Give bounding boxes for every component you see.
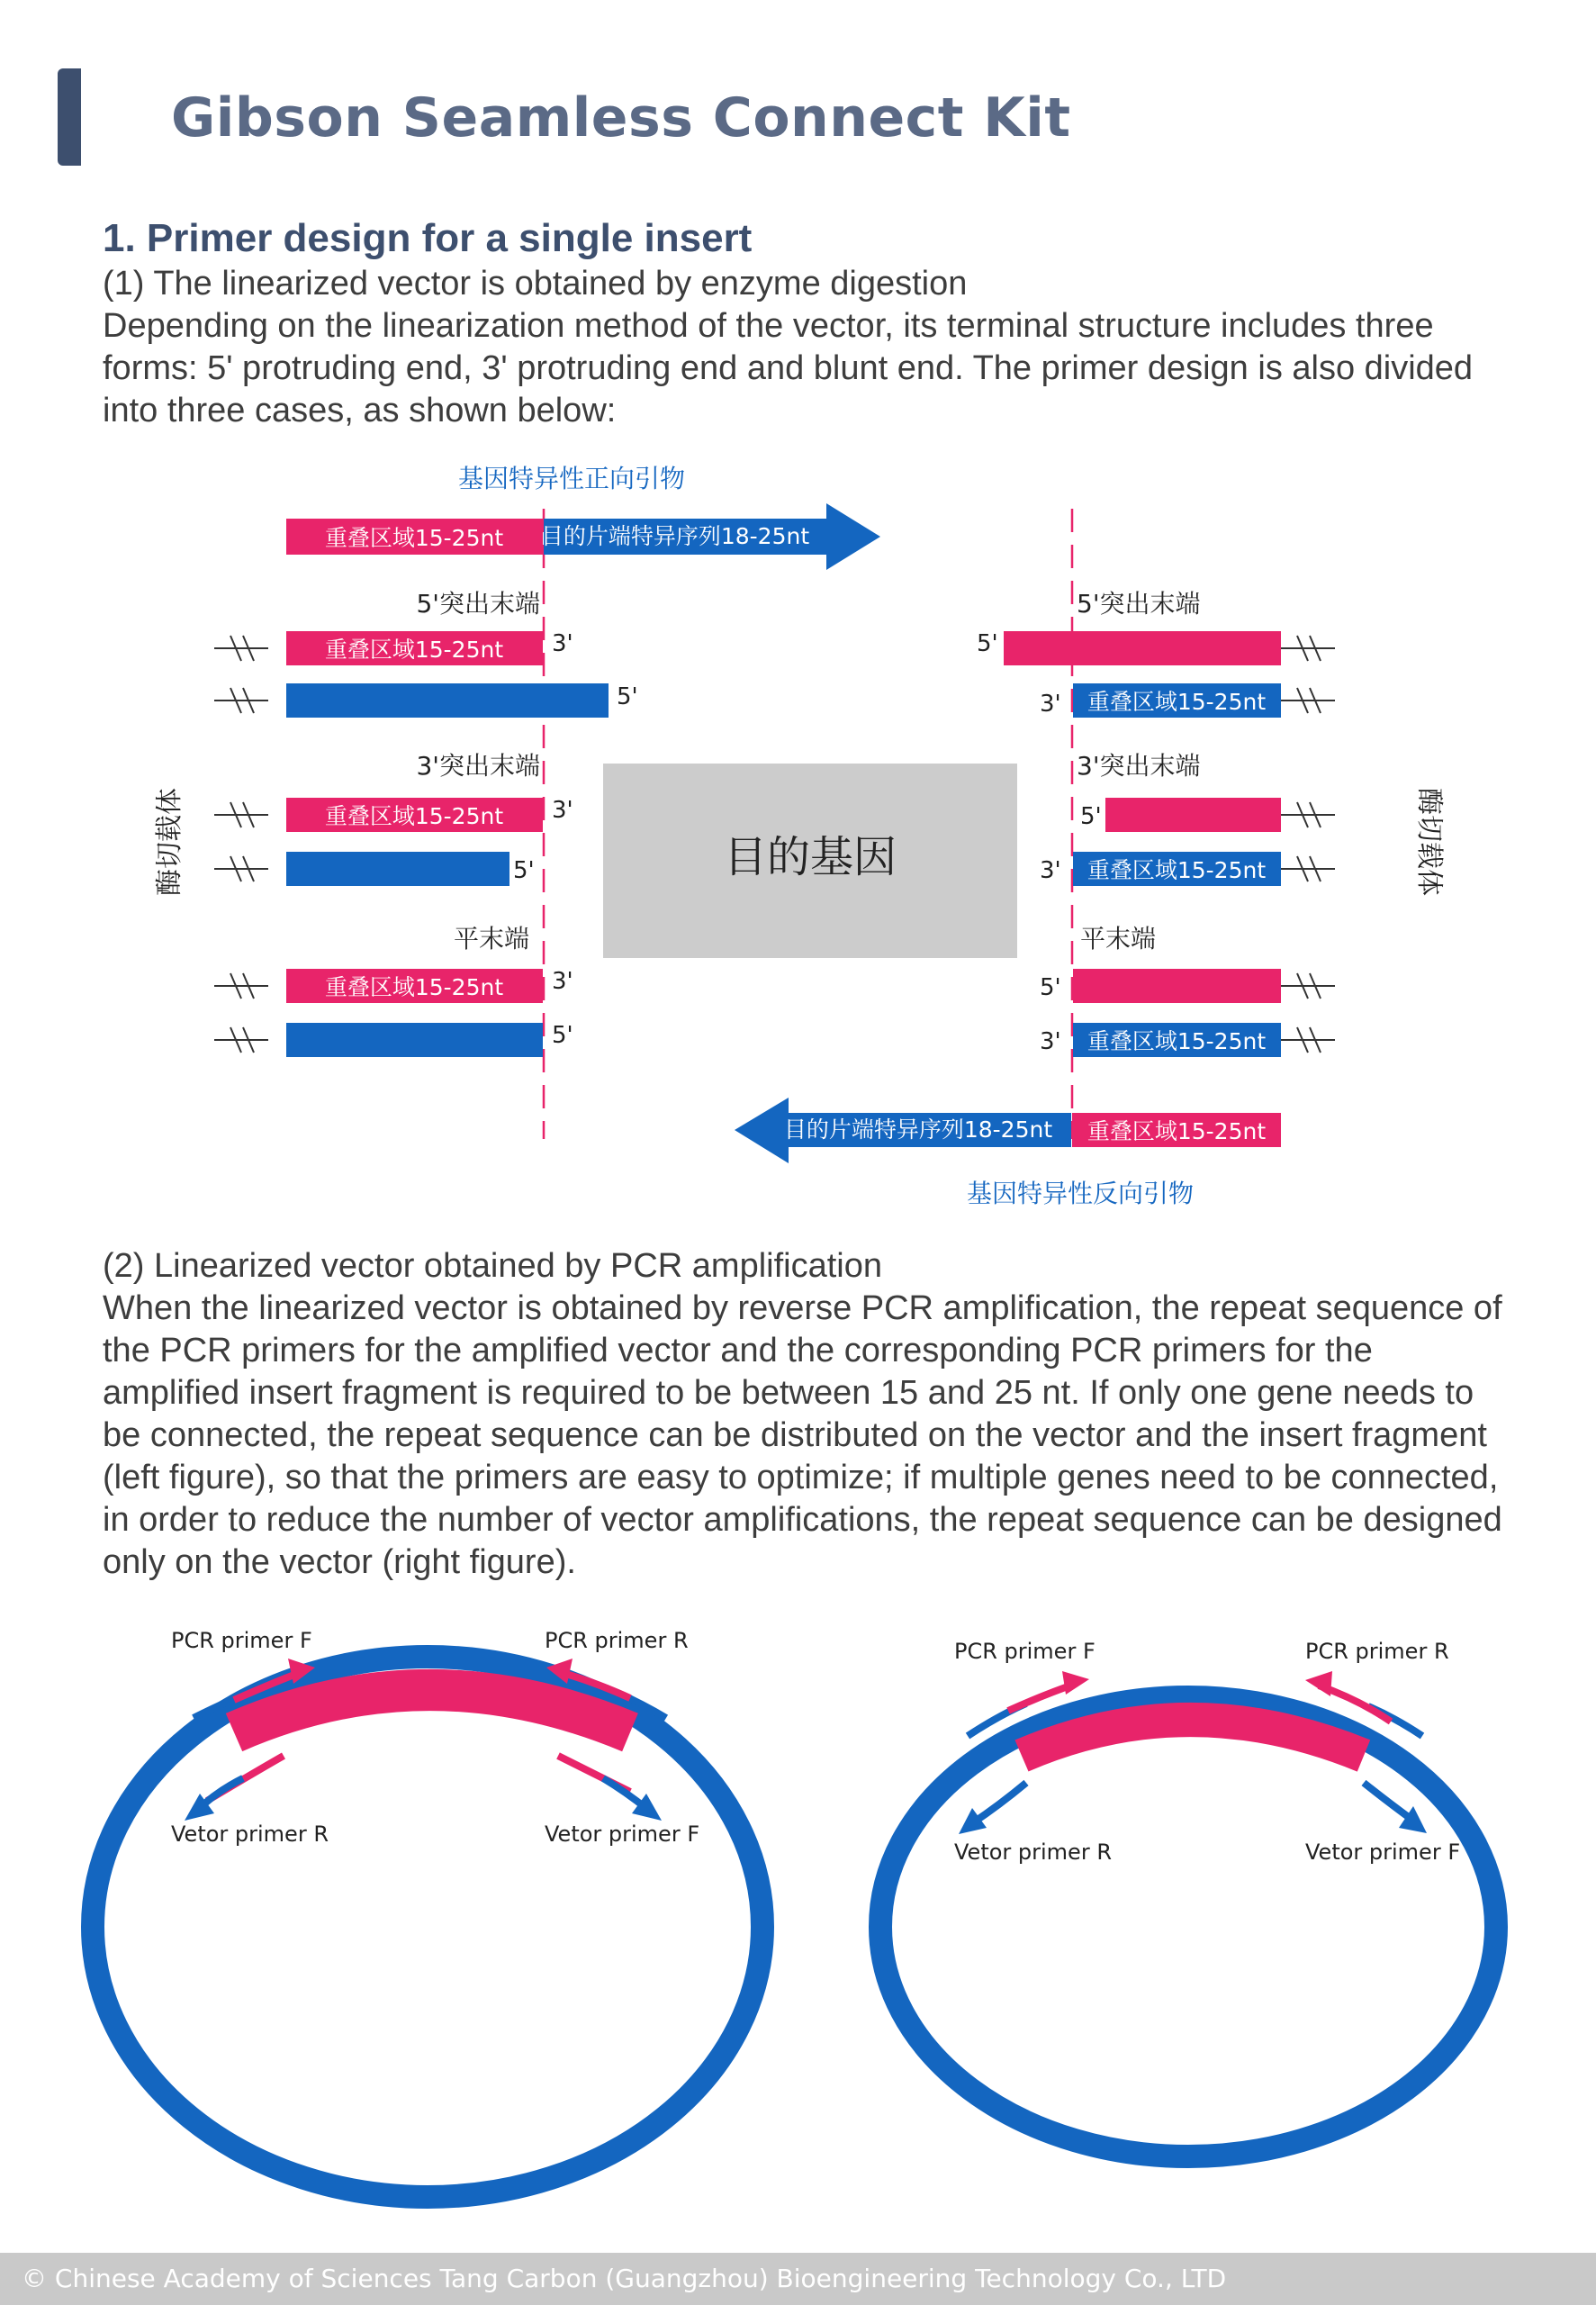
- forward-overlap-label: 重叠区域15-25nt: [324, 525, 504, 551]
- left-3p-overlap-label: 重叠区域15-25nt: [324, 803, 504, 829]
- right-pcr-primer-f-label: PCR primer F: [954, 1639, 1096, 1664]
- document-title: Gibson Seamless Connect Kit: [171, 86, 1071, 149]
- subheading-enzyme-digestion: (1) The linearized vector is obtained by enzyme digestion: [103, 265, 968, 303]
- right-5p-bottom-3-mark: 3': [1040, 691, 1061, 718]
- left-5p-top-3-mark: 3': [552, 630, 573, 657]
- left-pcr-primer-r-label: PCR primer R: [545, 1628, 689, 1653]
- page-footer: [0, 2253, 1596, 2305]
- right-blunt-overlap-label: 重叠区域15-25nt: [1087, 1028, 1267, 1054]
- copyright-text: © Chinese Academy of Sciences Tang Carbon (Guangzhou) Bioengineering Technology Co., LTD: [22, 2264, 1227, 2293]
- right-vector-primer-r-label: Vetor primer R: [954, 1839, 1112, 1865]
- right-insert-segment: [1022, 1720, 1364, 1756]
- subheading-pcr-amplification: (2) Linearized vector obtained by PCR amplification: [103, 1247, 882, 1285]
- right-vector-label: 酶切载体: [1413, 788, 1445, 896]
- left-blunt-top-3-mark: 3': [552, 968, 573, 995]
- right-vector-ring: [880, 1697, 1496, 2156]
- forward-specific-label: 目的片端特异序列18-25nt: [540, 523, 810, 549]
- section-1-pcr: [103, 1245, 1507, 1584]
- left-vector-label: 酶切载体: [154, 788, 185, 896]
- section-1-intro: [103, 214, 1507, 432]
- right-vector-r-line: [972, 1783, 1026, 1823]
- right-pcr-primer-r-label: PCR primer R: [1305, 1639, 1449, 1664]
- left-3p-top-3-mark: 3': [552, 797, 573, 824]
- left-3p-bottom-5-mark: 5': [513, 857, 535, 884]
- right-vector-primer-f-label: Vetor primer F: [1305, 1839, 1461, 1865]
- left-5prime-title: 5'突出末端: [416, 589, 540, 619]
- right-blunt-top-5-mark: 5': [1040, 974, 1061, 1001]
- reverse-specific-label: 目的片端特异序列18-25nt: [783, 1116, 1053, 1143]
- right-3p-top-5-mark: 5': [1080, 803, 1102, 830]
- right-5p-overlap-label: 重叠区域15-25nt: [1087, 689, 1267, 715]
- right-plasmid-diagram: [880, 1639, 1496, 2156]
- figure-pcr-amplification-primers: [72, 1621, 1530, 2224]
- right-pcr-f-arrowhead: [1062, 1671, 1089, 1695]
- right-pcr-r-arrowhead: [1305, 1671, 1332, 1696]
- left-vector-primer-r-label: Vetor primer R: [171, 1821, 329, 1847]
- left-vector-primer-f-label: Vetor primer F: [545, 1821, 700, 1847]
- right-blunt-title: 平末端: [1080, 924, 1157, 954]
- left-5p-overlap-label: 重叠区域15-25nt: [324, 637, 504, 663]
- reverse-primer-overlay: [153, 455, 1449, 1247]
- right-vector-r-arrowhead: [959, 1808, 987, 1834]
- left-5p-bottom-5-mark: 5': [617, 683, 638, 710]
- forward-primer-title: 基因特异性正向引物: [457, 464, 686, 493]
- right-5prime-title: 5'突出末端: [1077, 589, 1201, 619]
- left-blunt-bottom-5-mark: 5': [552, 1022, 573, 1049]
- right-3p-bottom-3-mark: 3': [1040, 857, 1061, 884]
- left-blunt-title: 平末端: [453, 924, 529, 954]
- left-plasmid-diagram: [93, 1628, 762, 2197]
- reverse-overlap-label: 重叠区域15-25nt: [1087, 1118, 1267, 1144]
- left-insert-segment: [234, 1690, 630, 1732]
- reverse-primer-title: 基因特异性反向引物: [966, 1179, 1195, 1208]
- left-blunt-overlap-label: 重叠区域15-25nt: [324, 974, 504, 1000]
- paragraph-pcr-primers: When the linearized vector is obtained by reverse PCR amplification, the repeat sequence of the PCR primers for the amplified vector and the corresponding PCR primers for the amplified insert fragment is required to be between 15 and 25 nt. If only one gene needs to be connected, the repeat sequence can be distributed on the vector and the insert fragment (left figure), so that the primers are easy to optimize; if multiple genes need to be connected, in order to reduce the number of vector amplifications, the repeat sequence can be designed only on the vector (right figure).: [103, 1289, 1502, 1581]
- right-vector-f-line: [1364, 1783, 1413, 1821]
- section-heading: 1. Primer design for a single insert: [103, 216, 753, 260]
- right-blunt-bottom-3-mark: 3': [1040, 1028, 1061, 1055]
- left-3prime-title: 3'突出末端: [416, 751, 540, 781]
- left-vector-ring: [93, 1657, 762, 2197]
- title-accent-bar: [58, 68, 81, 166]
- right-3p-overlap-label: 重叠区域15-25nt: [1087, 857, 1267, 883]
- right-3prime-title: 3'突出末端: [1077, 751, 1201, 781]
- paragraph-terminal-structure: Depending on the linearization method of the vector, its terminal structure includes three forms: 5' protruding end, 3' protruding end and blunt end. The primer design is also divided into three cases, as shown below:: [103, 307, 1474, 429]
- left-pcr-primer-f-label: PCR primer F: [171, 1628, 312, 1653]
- right-5p-top-5-mark: 5': [977, 630, 998, 657]
- target-gene-label: 目的基因: [723, 832, 897, 882]
